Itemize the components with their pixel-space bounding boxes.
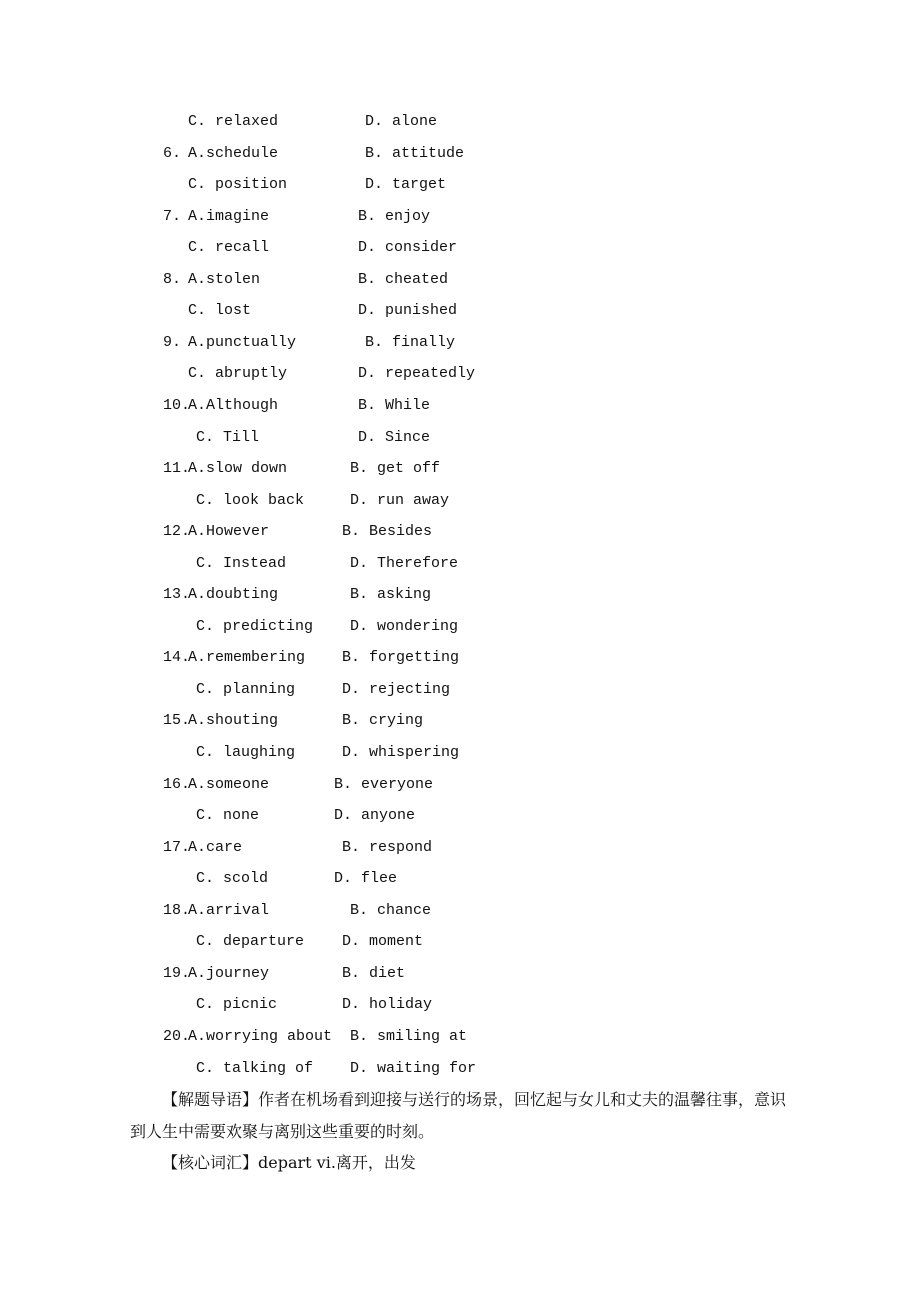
option-d: D. wondering bbox=[350, 617, 459, 635]
option-b: B. finally bbox=[365, 333, 456, 351]
option-d: D. consider bbox=[358, 239, 458, 257]
option-c: C. scold bbox=[196, 870, 269, 888]
option-a: A.someone bbox=[188, 775, 270, 793]
option-b: B. respond bbox=[342, 838, 433, 856]
option-a: A.remembering bbox=[188, 649, 306, 667]
option-c: C. look back bbox=[196, 491, 305, 509]
option-d: D. run away bbox=[350, 491, 450, 509]
question-number: 17. bbox=[163, 838, 191, 856]
option-c: C. picnic bbox=[196, 996, 278, 1014]
option-a: A.However bbox=[188, 523, 270, 541]
guide-line-2: 到人生中需要欢聚与离别这些重要的时刻。 bbox=[130, 1122, 435, 1141]
option-d: D. Therefore bbox=[350, 554, 459, 572]
option-b: B. everyone bbox=[334, 775, 434, 793]
option-b: B. chance bbox=[350, 901, 432, 919]
option-c: C. laughing bbox=[196, 744, 296, 761]
option-c: C. Till bbox=[196, 428, 260, 446]
option-d: D. whispering bbox=[342, 744, 460, 761]
option-c: C. Instead bbox=[196, 554, 287, 572]
option-a: A.worrying about bbox=[188, 1027, 333, 1045]
option-d: D. target bbox=[365, 176, 447, 194]
option-b: B. forgetting bbox=[342, 649, 460, 667]
option-d: D. Since bbox=[358, 428, 431, 446]
option-d: D. moment bbox=[342, 933, 424, 951]
question-number: 12. bbox=[163, 523, 191, 541]
option-a: A.slow down bbox=[188, 460, 288, 477]
option-c: C. abruptly bbox=[188, 365, 288, 383]
option-a: A.schedule bbox=[188, 144, 279, 162]
option-d: D. holiday bbox=[342, 996, 433, 1014]
option-b: B. cheated bbox=[358, 270, 449, 288]
option-b: B. enjoy bbox=[358, 207, 431, 225]
option-c: C. lost bbox=[188, 302, 252, 320]
option-b: B. diet bbox=[342, 964, 406, 982]
option-d: D. flee bbox=[334, 870, 398, 888]
question-number: 13. bbox=[163, 586, 191, 604]
question-number: 20. bbox=[163, 1027, 191, 1045]
option-a: A.shouting bbox=[188, 712, 279, 730]
question-number: 16. bbox=[163, 775, 191, 793]
option-b: B. While bbox=[358, 396, 431, 414]
option-a: A.Although bbox=[188, 396, 279, 414]
option-c: C. planning bbox=[196, 680, 296, 698]
option-b: B. crying bbox=[342, 712, 424, 730]
option-d: D. repeatedly bbox=[358, 365, 476, 383]
option-d: D. anyone bbox=[334, 807, 416, 825]
question-number: 9. bbox=[163, 333, 182, 351]
option-d: D. punished bbox=[358, 302, 458, 320]
question-number: 19. bbox=[163, 964, 191, 982]
option-c: C. position bbox=[188, 176, 288, 194]
option-a: A.stolen bbox=[188, 270, 261, 288]
option-c: C. predicting bbox=[196, 617, 314, 635]
question-number: 7. bbox=[163, 207, 182, 225]
option-b: B. asking bbox=[350, 586, 432, 604]
option-a: A.punctually bbox=[188, 333, 297, 351]
option-d: D. alone bbox=[365, 113, 438, 130]
guide-line-1: 【解题导语】作者在机场看到迎接与送行的场景，回忆起与女儿和丈夫的温馨往事，意识 bbox=[162, 1090, 787, 1109]
option-c: C. talking of bbox=[196, 1059, 314, 1077]
option-a: A.imagine bbox=[188, 207, 270, 225]
question-number: 15. bbox=[163, 712, 191, 730]
question-number: 6. bbox=[163, 144, 182, 162]
option-b: B. Besides bbox=[342, 523, 433, 541]
option-a: A.doubting bbox=[188, 586, 279, 604]
option-a: A.care bbox=[188, 838, 243, 856]
question-number: 10. bbox=[163, 396, 191, 414]
question-number: 11. bbox=[163, 460, 191, 477]
option-b: B. get off bbox=[350, 460, 441, 477]
question-number: 14. bbox=[163, 649, 191, 667]
option-d: D. waiting for bbox=[350, 1059, 477, 1077]
option-c: C. departure bbox=[196, 933, 305, 951]
option-a: A.journey bbox=[188, 964, 270, 982]
option-a: A.arrival bbox=[188, 901, 270, 919]
option-c: C. relaxed bbox=[188, 113, 279, 130]
option-c: C. recall bbox=[188, 239, 270, 257]
question-number: 18. bbox=[163, 901, 191, 919]
question-number: 8. bbox=[163, 270, 182, 288]
option-c: C. none bbox=[196, 807, 260, 825]
core-vocab: 【核心词汇】depart vi.离开，出发 bbox=[162, 1153, 416, 1172]
option-b: B. smiling at bbox=[350, 1027, 468, 1045]
option-d: D. rejecting bbox=[342, 680, 451, 698]
option-b: B. attitude bbox=[365, 144, 465, 162]
